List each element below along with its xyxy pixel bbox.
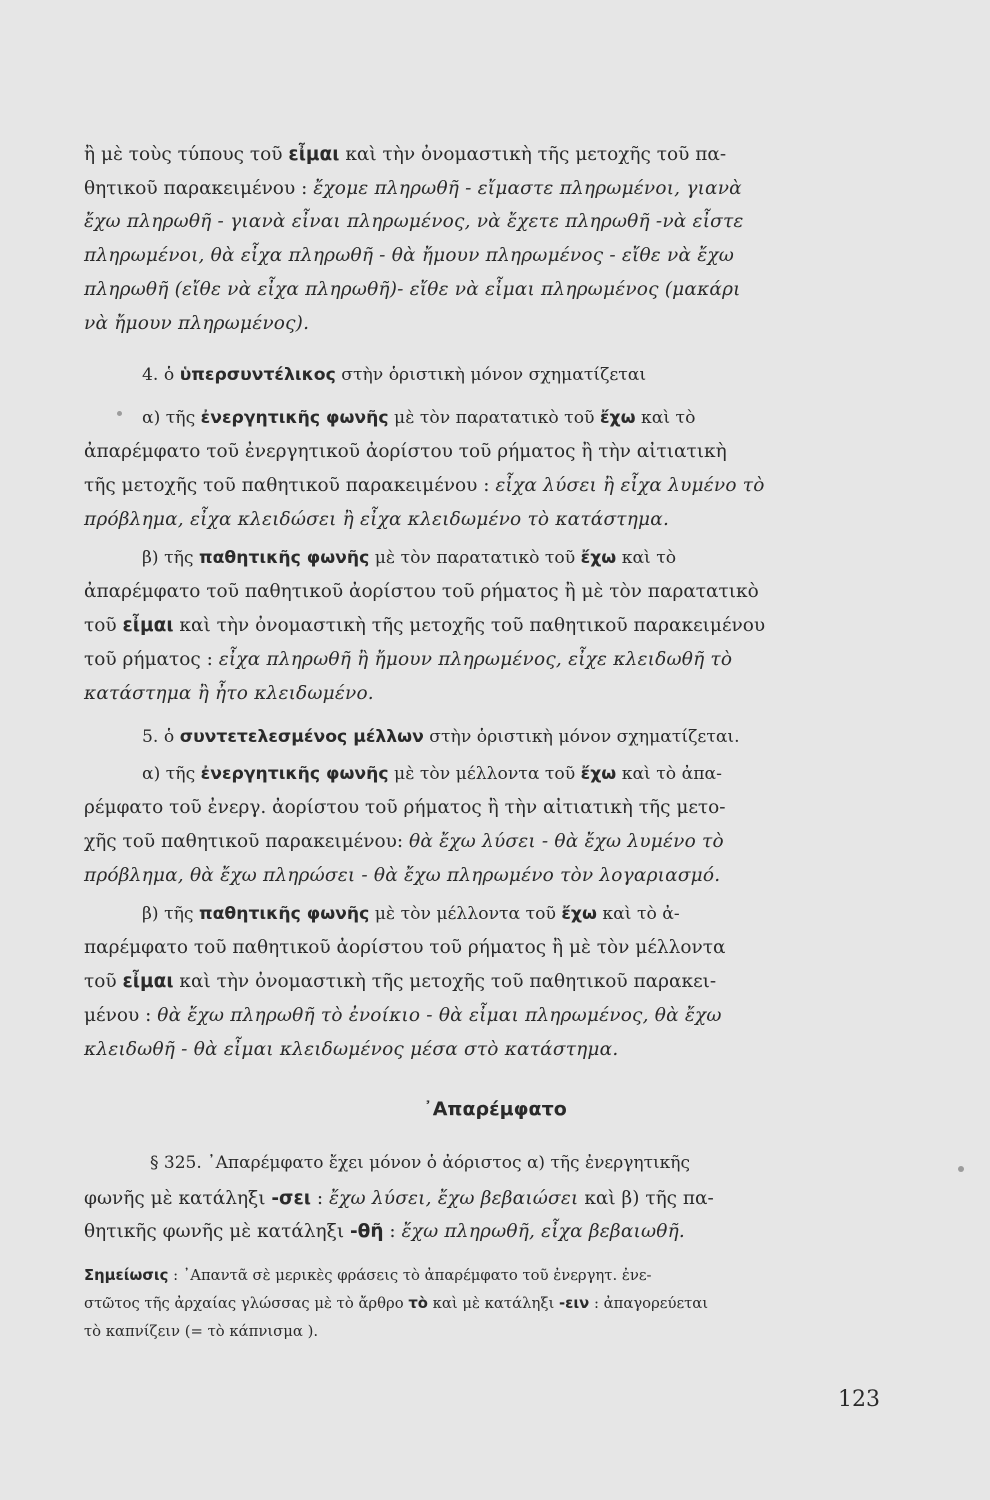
bold-term: παθητικῆς φωνῆς — [199, 904, 370, 924]
italic-example: πληρωθῆ (εἴθε νὰ εἶχα πληρωθῆ)- εἴθε νὰ εἶμαι πληρωμένος (μακάρι — [84, 279, 741, 300]
bold-term: ἔχω — [599, 408, 636, 428]
text-line — [84, 678, 904, 709]
note-line: στῶτος τῆς ἀρχαίας γλώσσας μὲ τὸ ἄρθρο τὸ καὶ μὲ κατάληξι -ειν : ἀπαγορεύεται — [84, 1295, 709, 1312]
text-line — [84, 240, 904, 271]
italic-example: ἔχομε πληρωθῆ - εἴμαστε πληρωμένοι, γιανὰ — [313, 178, 742, 199]
bold-term: -ειν — [559, 1295, 590, 1312]
text-line: ρέμφατο τοῦ ἐνεργ. ἀορίστου τοῦ ρήματος ἢ τὴν αἰτιατικὴ τῆς μετο- — [84, 797, 726, 818]
bold-term: συντετελεσμένος μέλλων — [179, 727, 424, 747]
page-number: 123 — [838, 1387, 880, 1412]
bold-term: ὑπερσυντέλικος — [179, 365, 336, 385]
italic-example: νὰ ἤμουν πληρωμένος). — [84, 313, 310, 334]
text-line: ἢ μὲ τοὺς τύπους τοῦ εἶμαι καὶ τὴν ὀνομαστικὴ τῆς μετοχῆς τοῦ πα- — [84, 144, 727, 165]
italic-example: κλειδωθῆ - θὰ εἶμαι κλειδωμένος μέσα στὸ κατάστημα. — [84, 1039, 619, 1060]
bold-term: ἔχω — [580, 764, 617, 784]
italic-example: εἶχα λύσει ἢ εἶχα λυμένο τὸ — [495, 475, 765, 496]
bold-term: εἶμαι — [288, 144, 340, 165]
italic-example: εἶχα πληρωθῆ ἢ ἤμουν πληρωμένος, εἶχε κλειδωθῆ τὸ — [218, 649, 733, 670]
text-line: α) τῆς ἐνεργητικῆς φωνῆς μὲ τὸν παρατατικὸ τοῦ ἔχω καὶ τὸ — [142, 408, 696, 428]
text-line: ἀπαρέμφατο τοῦ παθητικοῦ ἀορίστου τοῦ ρήματος ἢ μὲ τὸν παρατατικὸ — [84, 581, 759, 602]
bold-term: ἔχω — [580, 548, 617, 568]
bold-term: εἶμαι — [122, 615, 174, 636]
bold-term: ἐνεργητικῆς φωνῆς — [200, 408, 389, 428]
text-line: 4. ὁ ὑπερσυντέλικος στὴν ὁριστικὴ μόνον σχηματίζεται — [142, 365, 647, 385]
text-line: χῆς τοῦ παθητικοῦ παρακειμένου: θὰ ἔχω λύσει - θὰ ἔχω λυμένο τὸ — [84, 831, 724, 852]
italic-example: πρόβλημα, θὰ ἔχω πληρώσει - θὰ ἔχω πληρωμένο τὸν λογαριασμό. — [84, 865, 721, 886]
text-line: τοῦ ρήματος : εἶχα πληρωθῆ ἢ ἤμουν πληρωμένος, εἶχε κλειδωθῆ τὸ — [84, 649, 733, 670]
text-line: ἀπαρέμφατο τοῦ ἐνεργητικοῦ ἀορίστου τοῦ ρήματος ἢ τὴν αἰτιατικὴ — [84, 441, 727, 462]
italic-example: κατάστημα ἢ ἦτο κλειδωμένο. — [84, 683, 374, 704]
text-line: β) τῆς παθητικῆς φωνῆς μὲ τὸν παρατατικὸ τοῦ ἔχω καὶ τὸ — [142, 548, 677, 568]
text-line: τοῦ εἶμαι καὶ τὴν ὀνομαστικὴ τῆς μετοχῆς τοῦ παθητικοῦ παρακειμένου — [84, 615, 766, 636]
text-line: τοῦ εἶμαι καὶ τὴν ὀνομαστικὴ τῆς μετοχῆς τοῦ παθητικοῦ παρακει- — [84, 971, 717, 992]
bold-term: Σημείωσις — [84, 1267, 169, 1284]
section-line: θητικῆς φωνῆς μὲ κατάληξι -θῆ : ἔχω πληρωθῆ, εἶχα βεβαιωθῆ. — [84, 1221, 685, 1242]
italic-example: θὰ ἔχω λύσει - θὰ ἔχω λυμένο τὸ — [409, 831, 724, 852]
bold-term: ἔχω — [561, 904, 597, 924]
bold-term: -σει — [271, 1188, 311, 1209]
text-line: α) τῆς ἐνεργητικῆς φωνῆς μὲ τὸν μέλλοντα τοῦ ἔχω καὶ τὸ ἀπα- — [142, 764, 722, 784]
text-line — [84, 504, 904, 535]
text-line — [84, 860, 904, 891]
italic-example: πρόβλημα, εἶχα κλειδώσει ἢ εἶχα κλειδωμένο τὸ κατάστημα. — [84, 509, 670, 530]
bold-term: τὸ — [408, 1295, 428, 1312]
text-line — [84, 206, 904, 237]
paper-speck — [117, 411, 122, 416]
bold-term: ἐνεργητικῆς φωνῆς — [200, 764, 389, 784]
italic-example: ἔχω λύσει, ἔχω βεβαιώσει — [328, 1188, 579, 1209]
section-line: § 325. ᾿Απαρέμφατο ἔχει μόνον ὁ ἀόριστος α) τῆς ἐνεργητικῆς — [150, 1153, 690, 1173]
note-line: Σημείωσις : ᾿Απαντᾶ σὲ μερικὲς φράσεις τὸ ἀπαρέμφατο τοῦ ἐνεργητ. ἐνε- — [84, 1267, 652, 1284]
text-line: τῆς μετοχῆς τοῦ παθητικοῦ παρακειμένου : εἶχα λύσει ἢ εἶχα λυμένο τὸ — [84, 475, 765, 496]
text-line: μένου : θὰ ἔχω πληρωθῆ τὸ ἐνοίκιο - θὰ εἶμαι πληρωμένος, θὰ ἔχω — [84, 1005, 722, 1026]
section-heading: ᾿Απαρέμφατο — [423, 1098, 567, 1120]
text-line: β) τῆς παθητικῆς φωνῆς μὲ τὸν μέλλοντα τοῦ ἔχω καὶ τὸ ἀ- — [142, 904, 680, 924]
italic-example: θὰ ἔχω πληρωθῆ τὸ ἐνοίκιο - θὰ εἶμαι πληρωμένος, θὰ ἔχω — [157, 1005, 722, 1026]
bold-term: εἶμαι — [122, 971, 174, 992]
note-line: τὸ καπνίζειν (= τὸ κάπνισμα ). — [84, 1323, 319, 1340]
section-line: φωνῆς μὲ κατάληξι -σει : ἔχω λύσει, ἔχω βεβαιώσει καὶ β) τῆς πα- — [84, 1188, 714, 1209]
italic-example: ἔχω πληρωθῆ, εἶχα βεβαιωθῆ. — [401, 1221, 685, 1242]
paper-speck — [958, 1166, 964, 1172]
bold-term: -θῆ — [349, 1221, 384, 1242]
text-line — [84, 274, 904, 305]
text-line: παρέμφατο τοῦ παθητικοῦ ἀορίστου τοῦ ρήματος ἢ μὲ τὸν μέλλοντα — [84, 937, 726, 958]
text-line: θητικοῦ παρακειμένου : ἔχομε πληρωθῆ - εἴμαστε πληρωμένοι, γιανὰ — [84, 178, 742, 199]
bold-term: παθητικῆς φωνῆς — [199, 548, 370, 568]
text-line — [84, 308, 904, 339]
text-line — [84, 1034, 904, 1065]
italic-example: ἔχω πληρωθῆ - γιανὰ εἶναι πληρωμένος, νὰ ἔχετε πληρωθῆ -νὰ εἶστε — [84, 211, 744, 232]
italic-example: πληρωμένοι, θὰ εἶχα πληρωθῆ - θὰ ἤμουν πληρωμένος - εἴθε νὰ ἔχω — [84, 245, 735, 266]
text-line: 5. ὁ συντετελεσμένος μέλλων στὴν ὁριστικὴ μόνον σχηματίζεται. — [142, 727, 740, 747]
